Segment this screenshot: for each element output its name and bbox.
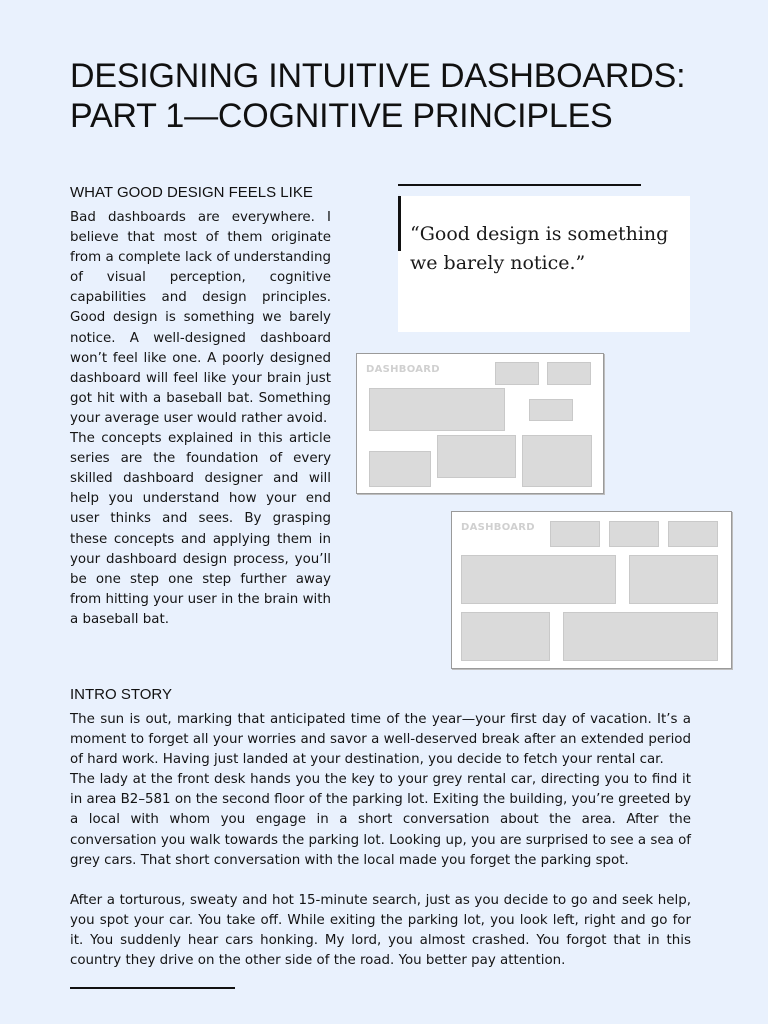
dashboard-label: DASHBOARD <box>461 522 535 533</box>
placeholder-block <box>547 362 591 385</box>
section-heading-intro-story: INTRO STORY <box>70 686 172 703</box>
footer-rule <box>70 987 235 989</box>
quote-top-rule <box>398 184 641 186</box>
section-heading-good-design: WHAT GOOD DESIGN FEELS LIKE <box>70 184 313 201</box>
placeholder-block <box>550 521 600 547</box>
placeholder-block <box>522 435 592 487</box>
section-body-intro-story <box>70 710 691 971</box>
paragraph: The sun is out, marking that anticipated time of the year—your first day of vacation. It’s a moment to forget all your worries and savor a well-deserved break after an extended period of hard work. Having just landed at your destination, you decide to fetch your rental car. <box>70 712 691 768</box>
placeholder-block <box>529 399 573 421</box>
quote-side-bar <box>398 196 401 251</box>
placeholder-block <box>369 388 505 431</box>
placeholder-block <box>668 521 718 547</box>
placeholder-block <box>629 555 718 604</box>
pull-quote-text: “Good design is something we barely notice.” <box>410 223 669 274</box>
pull-quote <box>398 196 690 332</box>
dashboard-label: DASHBOARD <box>366 364 440 375</box>
section-body-good-design <box>70 208 331 630</box>
title-line-1: DESIGNING INTUITIVE DASHBOARDS: <box>70 57 686 95</box>
placeholder-block <box>437 435 516 478</box>
dashboard-illustration-2 <box>451 511 732 669</box>
placeholder-block <box>563 612 718 661</box>
paragraph: After a torturous, sweaty and hot 15-minute search, just as you decide to go and seek help, you spot your car. You take off. While exiting the parking lot, you look left, right and go for it. You suddenly hear cars honking. My lord, you almost crashed. You forgot that in this country they drive on the other side of the road. You better pay attention. <box>70 892 691 969</box>
article-title <box>70 56 750 136</box>
title-line-2: PART 1—COGNITIVE PRINCIPLES <box>70 97 613 135</box>
placeholder-block <box>369 451 431 487</box>
dashboard-illustration-1 <box>356 353 604 494</box>
paragraph: The lady at the front desk hands you the key to your grey rental car, directing you to find it in area B2–581 on the second floor of the parking lot. Exiting the building, you’re greeted by a local with whom you engage in a short conversation about the area. After the conversation you walk towards the parking lot. Looking up, you are surprised to see a sea of grey cars. That short conversation with the local made you forget the parking spot. <box>70 772 691 868</box>
placeholder-block <box>461 612 550 661</box>
placeholder-block <box>495 362 539 385</box>
paragraph: The concepts explained in this article series are the foundation of every skilled dashboard designer and will help you understand how your end user thinks and sees. By grasping these concepts and applying them in your dashboard design process, you’ll be one step one step further away from hitting your user in the brain with a baseball bat. <box>70 431 331 627</box>
placeholder-block <box>461 555 616 604</box>
placeholder-block <box>609 521 659 547</box>
paragraph: Bad dashboards are everywhere. I believe that most of them originate from a complete lack of understanding of visual perception, cognitive capabilities and design principles. Good design is something we barely notice. A well-designed dashboard won’t feel like one. A poorly designed dashboard will feel like your brain just got hit with a baseball bat. Something your average user would rather avoid. <box>70 210 331 426</box>
